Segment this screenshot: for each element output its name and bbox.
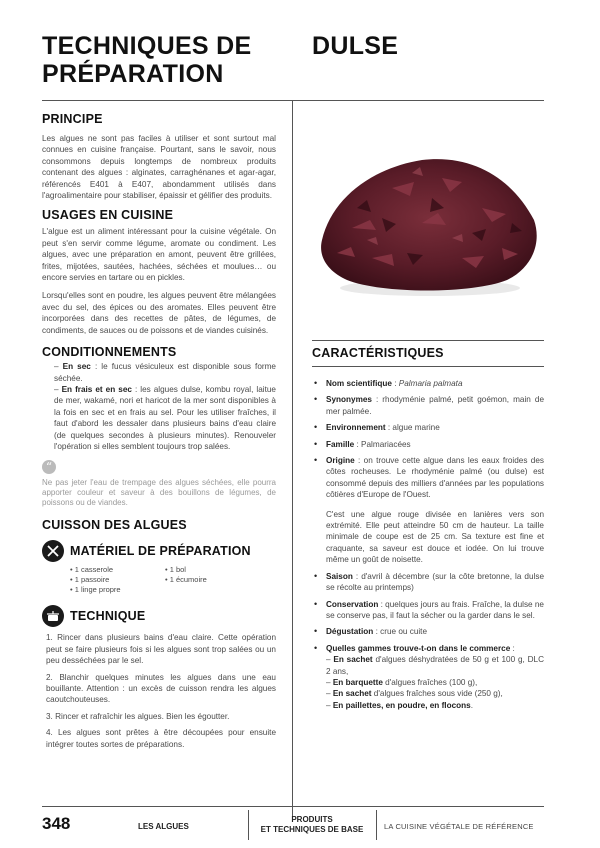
dulse-photo [312, 128, 544, 300]
list-item [312, 422, 544, 433]
utensils-icon-svg [46, 544, 60, 558]
item-text: : les algues dulse, kombu royal, laitue de mer, wakamé, nori et haricot de la mer sont disponibles à la fois en sec et en frais au sel. Pour les utiliser fraîches, il faut d'abord les dessaler dans plusieurs bains d'eau claire (de quelques secondes à plusieurs minutes). Renouveler l'opération si elles semblent toujours trop salées. [54, 384, 276, 451]
item-label: Synonymes [326, 395, 372, 405]
usages-text-1: L'algue est un aliment intéressant pour la cuisine végétale. On peut s'en servir comme légume, aromate ou condiment. Les algues, avec une préparation en amont, peuvent être grillées, frites, mijotées, sautées, hachées, séchées et moulues… ou encore servies en tartare ou en pickles. [42, 227, 276, 283]
gamme-item: – En sachet d'algues déshydratées de 50 g et 100 g, DLC 2 ans, [326, 655, 544, 676]
footer-divider-1 [248, 810, 249, 840]
item-label: Saison [326, 571, 353, 581]
footer-divider-2 [376, 810, 377, 840]
gamme-label: En sachet [332, 689, 372, 699]
item-value: : rhodyménie palmé, petit goémon, main de mer palmée. [326, 395, 544, 416]
step-item: 1. Rincer dans plusieurs bains d'eau claire. Cette opération peut se faire plusieurs fois si les algues sont trop salées ou un peu desséchées par le sel. [46, 633, 276, 666]
caracteristiques-list [312, 378, 544, 716]
list-item: • 1 linge propre [70, 585, 121, 595]
materiel-heading: MATÉRIEL DE PRÉPARATION [70, 544, 251, 559]
materiel-col-2 [165, 565, 207, 595]
dulse-pile-image [312, 128, 544, 300]
item-label: Dégustation [326, 627, 374, 637]
page-title-left [42, 32, 251, 88]
list-item [312, 394, 544, 417]
title-line-1: TECHNIQUES DE [42, 32, 252, 60]
materiel-heading-row [42, 540, 276, 562]
item-value: Palmaria palmata [398, 379, 463, 388]
step-item: 2. Blanchir quelques minutes les algues dans une eau bouillante. Attention : un excès de cuisson rendra les algues caoutchouteuses. [46, 672, 276, 705]
technique-heading: TECHNIQUE [70, 609, 146, 624]
gamme-label: En paillettes, en poudre, en flocons [332, 700, 471, 710]
item-label: En frais et en sec [61, 384, 132, 394]
caracteristiques-rule-top [312, 340, 544, 341]
caracteristiques-heading: CARACTÉRISTIQUES [312, 346, 444, 360]
tip-text: Ne pas jeter l'eau de trempage des algues séchées, elle pourra apporter couleur et saveur à des bouillons de légumes, de poissons ou de viandes. [42, 478, 276, 508]
materiel-list [42, 565, 276, 595]
quote-mark: “ [45, 460, 53, 475]
item-label: En sec [62, 362, 91, 372]
item-label: Quelles gammes trouve-t-on dans le commerce [326, 643, 511, 653]
item-label: Origine [326, 456, 355, 466]
footer-book-title: LA CUISINE VÉGÉTALE DE RÉFÉRENCE [384, 822, 534, 831]
gamme-item: – En sachet d'algues fraîches sous vide (250 g), [326, 689, 503, 699]
caracteristiques-rule-bottom [312, 366, 544, 367]
technique-heading-row [42, 605, 276, 627]
item-extra: C'est une algue rouge divisée en lanières vers son extrémité. Elle peut atteindre 50 cm de hauteur. La taille minimale de coupe est de 25 cm. Sa texture est fine et craquante, sa saveur est douce et iodée. On lui trouve même un goût de noisette. [326, 509, 544, 565]
item-value: : algue marine [385, 423, 440, 433]
conditionnements-heading: CONDITIONNEMENTS [42, 345, 177, 360]
quote-icon [42, 460, 56, 474]
step-item: 3. Rincer et rafraîchir les algues. Bien les égoutter. [46, 711, 230, 721]
item-text: : le fucus vésiculeux est disponible sous forme séchée. [54, 362, 276, 383]
footer-middle-line-1: PRODUITS [291, 815, 333, 824]
item-value: : crue ou cuite [373, 627, 428, 637]
page-title-right: DULSE [312, 32, 399, 60]
list-item [312, 455, 544, 566]
list-item: • 1 bol [165, 565, 186, 575]
list-item: • 1 écumoire [165, 575, 207, 585]
left-column [42, 112, 276, 750]
list-item: • Nom scientifique : Palmaria palmata [312, 378, 544, 389]
gamme-item: – En paillettes, en poudre, en flocons. [326, 700, 473, 710]
footer-middle [254, 815, 370, 835]
gamme-label: En barquette [332, 677, 383, 687]
list-item [312, 626, 544, 637]
list-item [312, 643, 544, 711]
conditionnement-item-1: – En sec : le fucus vésiculeux est disponible sous forme séchée. [54, 362, 276, 383]
pot-icon [42, 605, 64, 627]
principe-heading: PRINCIPE [42, 112, 103, 126]
step-item: 4. Les algues sont prêtes à être découpées pour ensuite intégrer toutes sortes de préparations. [46, 728, 276, 749]
gamme-value: d'algues déshydratées de 50 g et 100 g, DLC 2 ans, [326, 655, 544, 676]
technique-steps [42, 632, 276, 750]
list-item [312, 439, 544, 450]
item-value: : quelques jours au frais. Fraîche, la dulse ne se conserve pas, il faut la sécher ou la garder dans le sel. [326, 599, 544, 620]
item-value: : Palmariacées [354, 439, 411, 449]
tip-block [42, 460, 276, 508]
usages-heading: USAGES EN CUISINE [42, 208, 174, 223]
principe-text: Les algues ne sont pas faciles à utiliser et sont surtout mal connues en cuisine française. Pourtant, sans le savoir, nous consommons depuis longtemps de nombreux produits contenant des algues : alginates, carraghénanes et agar-agar, référencés E401 à E407, abondamment utilisés dans l'agroalimentaire pour stabiliser, épaissir et gélifier des produits. [42, 134, 276, 201]
footer-rule [42, 806, 544, 807]
item-value: : on trouve cette algue dans les eaux froides des côtes rocheuses. Le rhodyménie palmé (ou dulse) est consommé depuis des milliers d'années par les populations côtières d'Europe de l'Ouest. [326, 456, 544, 500]
page-number: 348 [42, 814, 71, 833]
title-line-2: PRÉPARATION [42, 60, 224, 88]
list-item: • 1 casserole [70, 565, 114, 575]
footer-section: LES ALGUES [138, 822, 189, 831]
gamme-value: . [470, 700, 473, 710]
cuisson-heading: CUISSON DES ALGUES [42, 518, 187, 533]
list-item [312, 571, 544, 594]
materiel-col-1 [70, 565, 165, 595]
item-label: Famille [326, 439, 355, 449]
usages-text-2: Lorsqu'elles sont en poudre, les algues peuvent être mélangées avec du sel, des épices ou des aromates. Elles peuvent être incorporées dans des recettes de pâtes, de légumes, de condiments, de sauces ou de poissons et de viandes cuisinés. [42, 291, 276, 335]
gamme-value: d'algues fraîches sous vide (250 g), [371, 689, 503, 699]
column-divider [292, 100, 293, 822]
header-rule [42, 100, 544, 101]
item-label: Conservation [326, 599, 379, 609]
gamme-value: d'algues fraîches (100 g), [382, 677, 478, 687]
gamme-item: – En barquette d'algues fraîches (100 g), [326, 677, 478, 687]
item-value: : d'avril à décembre (sur la côte bretonne, la dulse se récolte au printemps) [326, 571, 544, 593]
utensils-icon [42, 540, 64, 562]
footer-middle-line-2: ET TECHNIQUES DE BASE [260, 825, 364, 834]
item-label: Environnement [326, 423, 386, 433]
item-label: Nom scientifique [326, 379, 392, 388]
list-item: • 1 passoire [70, 575, 110, 585]
pot-icon-svg [46, 609, 60, 623]
list-item [312, 599, 544, 622]
item-value: : [510, 643, 515, 653]
conditionnement-item-2: – En frais et en sec : les algues dulse, kombu royal, laitue de mer, wakamé, nori et haricot de la mer sont disponibles à la fois en sec et en frais au sel. Pour les utiliser fraîches, il faut d'abord les dessaler dans plusieurs bains d'eau claire (de quelques secondes à plusieurs minutes). Renouveler l'opération si elles semblent toujours trop salées. [54, 384, 276, 451]
gamme-label: En sachet [333, 655, 373, 665]
